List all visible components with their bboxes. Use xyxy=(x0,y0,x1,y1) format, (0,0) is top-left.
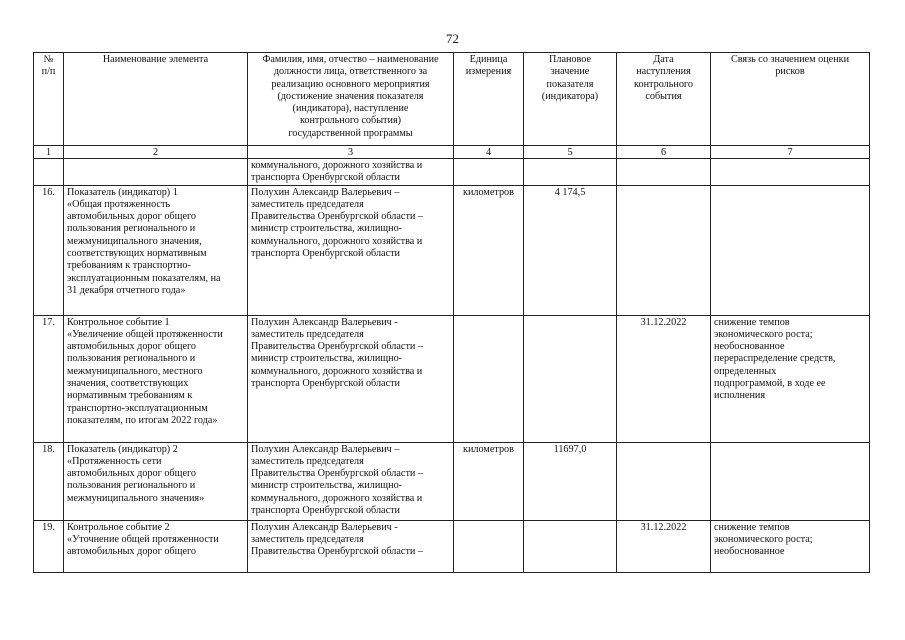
row-name xyxy=(64,159,248,186)
row-unit xyxy=(454,315,524,442)
row-responsible: коммунального, дорожного хозяйства и транспорта Оренбургской области xyxy=(248,159,454,186)
row-risk: снижение темпов экономического роста; необоснованное xyxy=(711,520,870,572)
header-unit: Единица измерения xyxy=(454,53,524,146)
row-name: Контрольное событие 1 «Увеличение общей протяженности автомобильных дорог общего пользования регионального и межмуниципального, местного значения, соответствующих нормативным требованиям к транспортно-эксплуатационным показателям, по итогам 2022 года» xyxy=(64,315,248,442)
column-number: 5 xyxy=(524,146,617,159)
row-value xyxy=(524,520,617,572)
table-row xyxy=(34,520,870,572)
row-name: Контрольное событие 2 «Уточнение общей протяженности автомобильных дорог общего xyxy=(64,520,248,572)
row-risk xyxy=(711,159,870,186)
row-num: 16. xyxy=(34,185,64,315)
header-risk: Связь со значением оценки рисков xyxy=(711,53,870,146)
column-number: 7 xyxy=(711,146,870,159)
row-responsible: Полухин Александр Валерьевич – заместитель председателя Правительства Оренбургской области – министр строительства, жилищно- коммунального, дорожного хозяйства и транспорта Оренбургской области xyxy=(248,185,454,315)
row-value: 11697,0 xyxy=(524,442,617,520)
header-date: Дата наступления контрольного события xyxy=(617,53,711,146)
row-num: 17. xyxy=(34,315,64,442)
row-unit: километров xyxy=(454,442,524,520)
events-table xyxy=(33,52,870,573)
row-date: 31.12.2022 xyxy=(617,315,711,442)
table-row xyxy=(34,159,870,186)
row-date xyxy=(617,159,711,186)
row-value xyxy=(524,159,617,186)
page-number: 72 xyxy=(446,31,459,46)
row-unit xyxy=(454,159,524,186)
row-name: Показатель (индикатор) 1 «Общая протяженность автомобильных дорог общего пользования регионального и межмуниципального значения, соответствующих нормативным требованиям к транспортно- эксплуатационным показателям, на 31 декабря отчетного года» xyxy=(64,185,248,315)
column-number: 6 xyxy=(617,146,711,159)
row-unit: километров xyxy=(454,185,524,315)
column-number: 4 xyxy=(454,146,524,159)
header-num: № п/п xyxy=(34,53,64,146)
header-responsible: Фамилия, имя, отчество – наименование должности лица, ответственного за реализацию основного мероприятия (достижение значения показателя (индикатора), наступление контрольного события) государственной программы xyxy=(248,53,454,146)
row-num: 18. xyxy=(34,442,64,520)
column-number: 3 xyxy=(248,146,454,159)
header-row xyxy=(34,53,870,146)
column-number: 1 xyxy=(34,146,64,159)
row-responsible: Полухин Александр Валерьевич - заместитель председателя Правительства Оренбургской области – министр строительства, жилищно- коммунального, дорожного хозяйства и транспорта Оренбургской области xyxy=(248,315,454,442)
column-number-row xyxy=(34,146,870,159)
row-responsible: Полухин Александр Валерьевич - заместитель председателя Правительства Оренбургской области – xyxy=(248,520,454,572)
row-risk xyxy=(711,442,870,520)
table-row xyxy=(34,315,870,442)
row-date xyxy=(617,185,711,315)
table-row xyxy=(34,442,870,520)
row-risk xyxy=(711,185,870,315)
header-name: Наименование элемента xyxy=(64,53,248,146)
table-row xyxy=(34,185,870,315)
row-date xyxy=(617,442,711,520)
column-number: 2 xyxy=(64,146,248,159)
row-value: 4 174,5 xyxy=(524,185,617,315)
row-responsible: Полухин Александр Валерьевич – заместитель председателя Правительства Оренбургской области – министр строительства, жилищно- коммунального, дорожного хозяйства и транспорта Оренбургской области xyxy=(248,442,454,520)
row-num: 19. xyxy=(34,520,64,572)
row-num xyxy=(34,159,64,186)
row-date: 31.12.2022 xyxy=(617,520,711,572)
row-name: Показатель (индикатор) 2 «Протяженность сети автомобильных дорог общего пользования регионального и межмуниципального значения» xyxy=(64,442,248,520)
row-value xyxy=(524,315,617,442)
row-risk: снижение темпов экономического роста; необоснованное перераспределение средств, определенных подпрограммой, в ходе ее исполнения xyxy=(711,315,870,442)
row-unit xyxy=(454,520,524,572)
header-value: Плановое значение показателя (индикатора) xyxy=(524,53,617,146)
